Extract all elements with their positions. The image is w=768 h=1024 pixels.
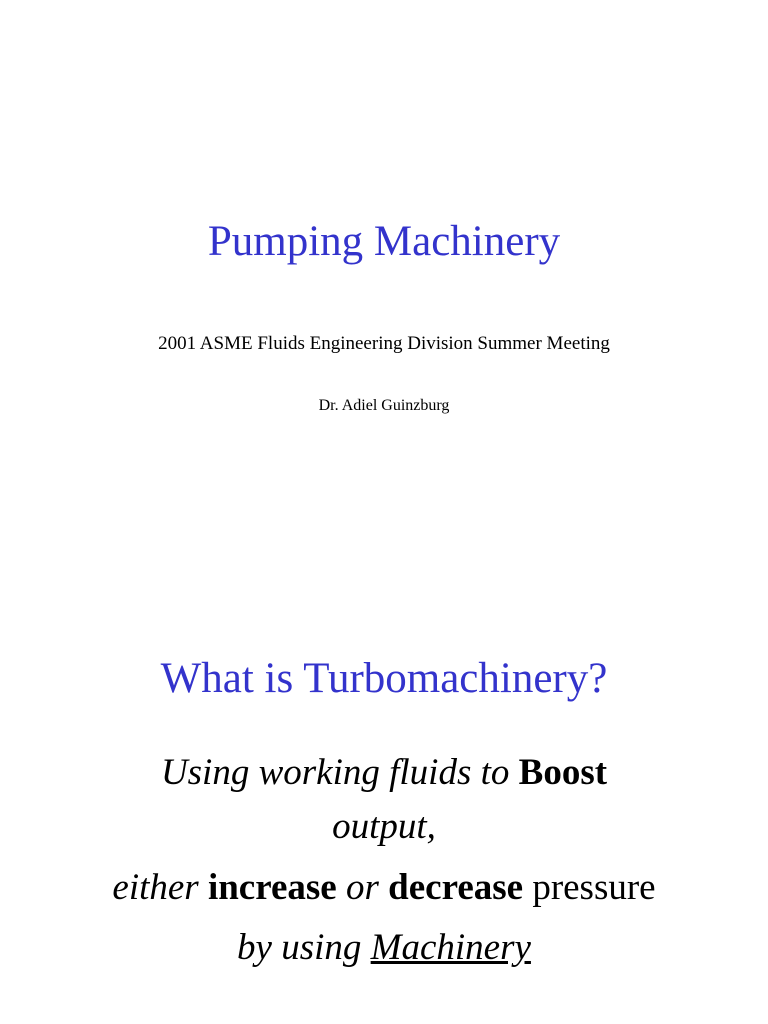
section-title: What is Turbomachinery? xyxy=(160,655,608,702)
meeting-name: 2001 ASME Fluids Engineering Division Summer Meeting xyxy=(158,333,610,354)
definition-line-1 xyxy=(0,745,768,801)
author-name: Dr. Adiel Guinzburg xyxy=(318,397,450,414)
definition-text: Using working fluids to xyxy=(160,752,519,793)
definition-line-4 xyxy=(0,920,768,976)
page-title: Pumping Machinery xyxy=(207,218,561,265)
decrease-emphasis: decrease xyxy=(388,867,524,908)
definition-text: or xyxy=(336,867,389,908)
definition-line-2 xyxy=(0,799,768,855)
boost-emphasis: Boost xyxy=(518,752,608,793)
definition-line-3 xyxy=(0,860,768,916)
definition-text: pressure xyxy=(523,867,656,908)
definition-text: output, xyxy=(332,806,436,847)
increase-emphasis: increase xyxy=(207,867,337,908)
definition-text: either xyxy=(112,867,208,908)
definition-text: by using xyxy=(237,927,371,968)
machinery-underlined: Machinery xyxy=(370,927,531,968)
